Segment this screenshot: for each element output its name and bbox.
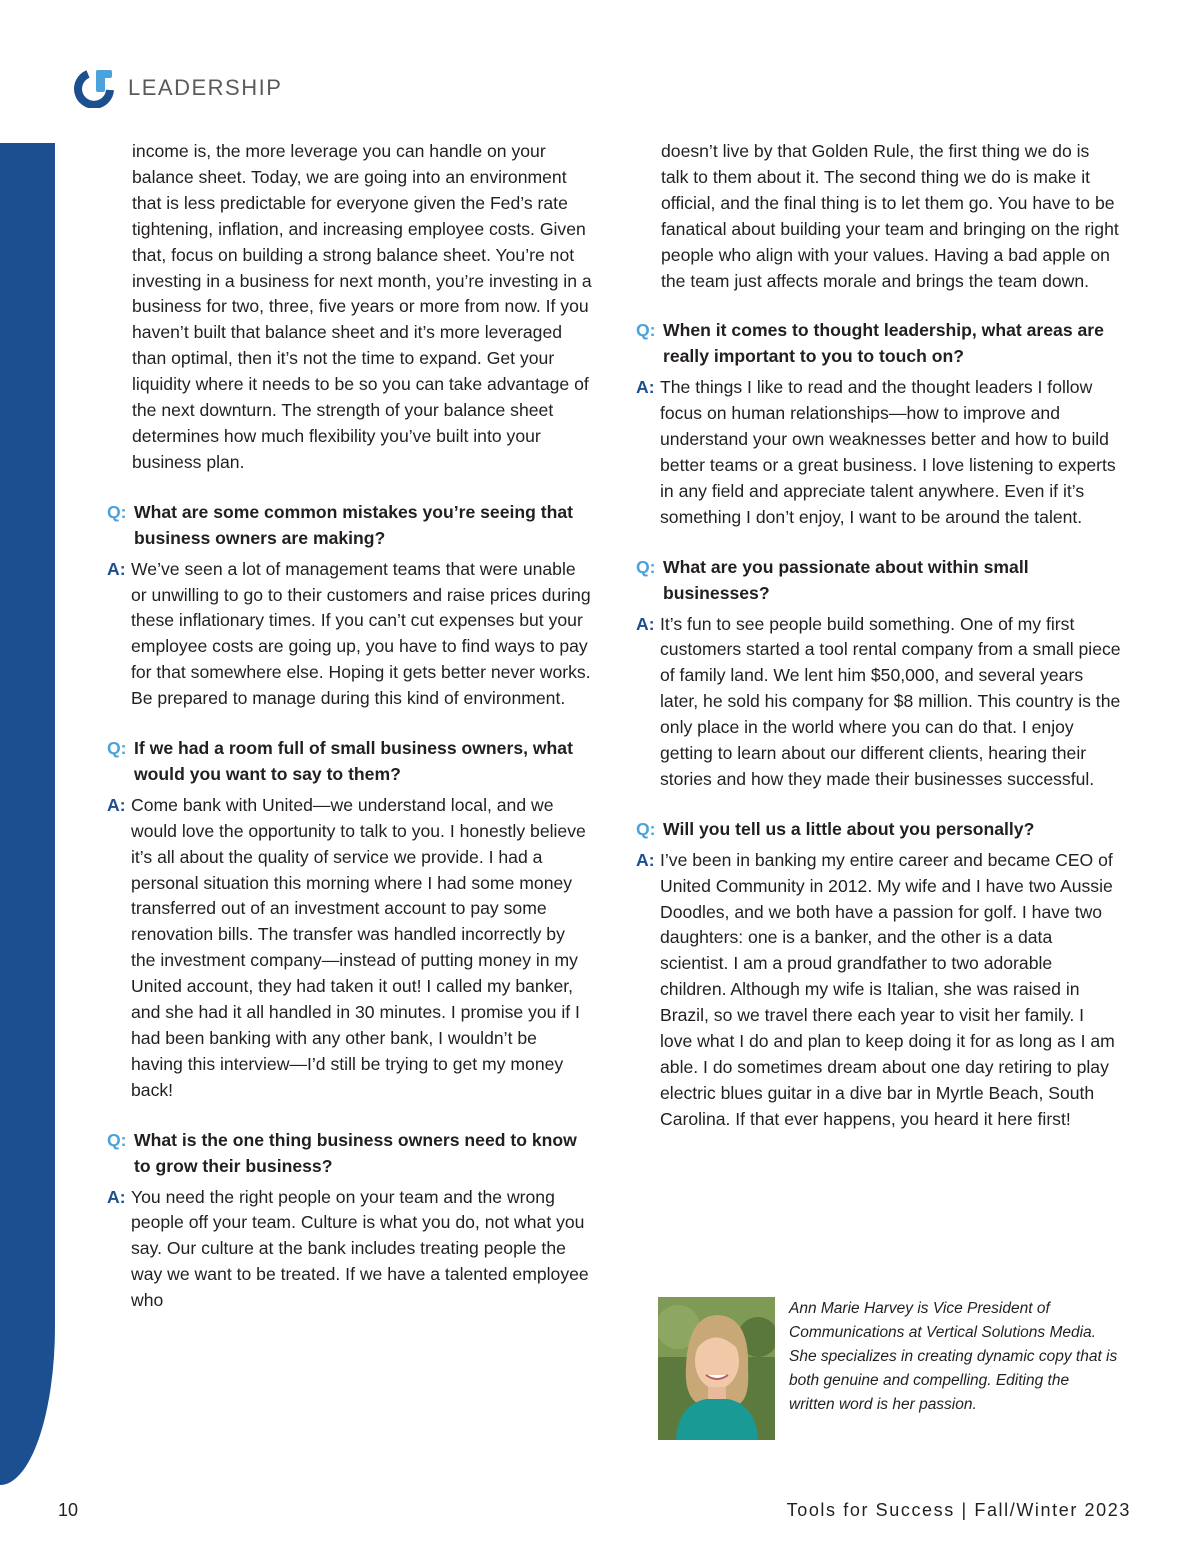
a-marker: A:: [107, 794, 126, 815]
qa-block: [636, 318, 1121, 530]
q-marker: Q:: [107, 738, 127, 759]
a-marker: A:: [636, 377, 655, 398]
q-marker: Q:: [107, 501, 127, 522]
a-marker: A:: [636, 849, 655, 870]
publication-title: Tools for Success | Fall/Winter 2023: [786, 1500, 1131, 1520]
answer: A: It’s fun to see people build something. One of my first customers started a tool rental company from a small piece of family land. We lent him $50,000, and several years later, he sold his company for $8 million. This country is the only place in the world where you can do that. I enjoy getting to learn about our different clients, hearing their stories and how they made their businesses successful.: [636, 613, 1121, 789]
bio-text: Ann Marie Harvey is Vice President of Communications at Vertical Solutions Media. She specializes in creating dynamic copy that is both genuine and compelling. Editing the written word is her passion.: [789, 1300, 1118, 1413]
a-marker: A:: [107, 558, 126, 579]
qa-block: [636, 555, 1121, 793]
answer: A: Come bank with United—we understand local, and we would love the opportunity to talk to you. I honestly believe it’s all about the quality of service we provide. I had a personal situation this morning where I had some money transferred out of an investment account to pay some renovation bills. The transfer was handled incorrectly by the investment company—instead of putting money in my United account, they had taken it out! I called my banker, and she had it all handled in 30 minutes. I promise you if I had been banking with any other bank, I wouldn’t be having this interview—I’d still be trying to get my money back!: [107, 794, 586, 1100]
q-marker: Q:: [636, 320, 656, 341]
section-title: LEADERSHIP: [128, 75, 283, 100]
question: Q: Will you tell us a little about you personally?: [636, 817, 1121, 843]
intro-paragraph: doesn’t live by that Golden Rule, the first thing we do is talk to them about it. The second thing we do is make it official, and the final thing is to let them go. You have to be fanatical about building your team and bringing on the right people who align with your values. Having a bad apple on the team just affects morale and brings the team down.: [661, 141, 1119, 291]
q-marker: Q:: [107, 1129, 127, 1150]
answer: A: The things I like to read and the thought leaders I follow focus on human relationships—how to improve and understand your own weaknesses better and how to build better teams or a great business. I love listening to experts in any field and appreciate talent anywhere. Even if it’s something I don’t enjoy, I want to be around the talent.: [636, 377, 1116, 527]
answer: A: We’ve seen a lot of management teams that were unable or unwilling to go to their customers and raise prices during these inflationary times. If you can’t cut expenses but your employee costs are going up, you have to find ways to pay for that somewhere else. Hoping it gets better never works. Be prepared to manage during this kind of environment.: [107, 558, 591, 709]
qa-block: [107, 500, 592, 712]
qa-block: [107, 1128, 592, 1314]
intro-paragraph: income is, the more leverage you can handle on your balance sheet. Today, we are going into an environment that is less predictable for everyone given the Fed’s rate tightening, inflation, and increasing employee costs. Given that, focus on building a strong balance sheet. You’re not investing in a business for next month, you’re investing in a business for two, three, five years or more from now. If you haven’t built that balance sheet and it’s more leveraged than optimal, then it’s not the time to expand. Get your liquidity where it needs to be so you can take advantage of the next downturn. The strength of your balance sheet determines how much flexibility you’ve built into your business plan.: [132, 141, 592, 472]
right-column: [636, 139, 1121, 1133]
question: Q: What are you passionate about within small businesses?: [636, 556, 1029, 603]
a-marker: A:: [636, 613, 655, 634]
section-header: [74, 68, 282, 108]
page-number: 10: [58, 1500, 79, 1520]
q-marker: Q:: [636, 556, 656, 577]
brand-logo-icon: [74, 68, 116, 108]
answer: A: You need the right people on your team and the wrong people off your team. Culture is what you do, not what you say. Our culture at the bank includes treating people the way we want to be treated. If we have a talented employee who: [107, 1186, 589, 1311]
q-marker: Q:: [636, 818, 656, 839]
side-accent-bar: [0, 143, 55, 1485]
author-bio: [658, 1297, 1118, 1440]
author-photo: [658, 1297, 775, 1440]
question: Q: When it comes to thought leadership, what areas are really important to you to touch on?: [636, 320, 1104, 367]
question: Q: If we had a room full of small business owners, what would you want to say to them?: [107, 738, 573, 784]
question: Q: What is the one thing business owners need to know to grow their business?: [107, 1129, 577, 1176]
question: Q: What are some common mistakes you’re seeing that business owners are making?: [107, 501, 574, 548]
portrait-image: [658, 1297, 775, 1440]
qa-block: [636, 817, 1121, 1133]
left-column: [107, 139, 592, 1314]
qa-block: [107, 736, 592, 1104]
answer: A: I’ve been in banking my entire career and became CEO of United Community in 2012. My wife and I have two Aussie Doodles, and we both have a passion for golf. I have two daughters: one is a banker, and the other is a data scientist. I am a proud grandfather to two adorable children. Although my wife is Italian, she was raised in Brazil, so we travel there each year to visit her family. I love what I do and plan to keep doing it for as long as I am able. I do sometimes dream about one day retiring to play electric blues guitar in a dive bar in Myrtle Beach, South Carolina. If that ever happens, you heard it here first!: [636, 849, 1115, 1129]
a-marker: A:: [107, 1186, 126, 1207]
